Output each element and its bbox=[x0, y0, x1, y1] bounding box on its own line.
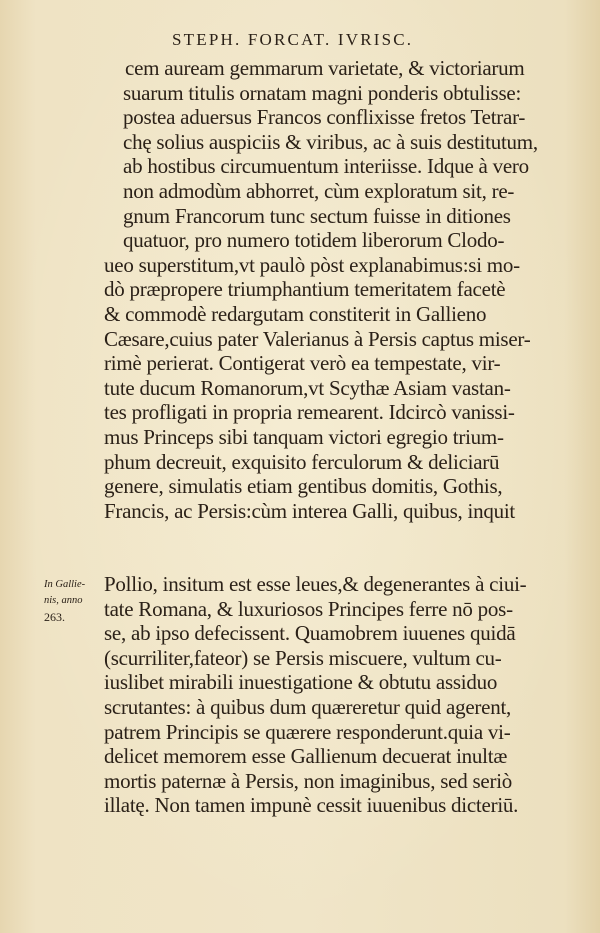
text-line: iuslibet mirabili inuestigatione & obtutu assiduo bbox=[104, 670, 498, 695]
text-line: delicet memorem esse Gallienum decuerat inultæ bbox=[104, 744, 508, 769]
text-line: Pollio, insitum est esse leues,& degenerantes à ciui- bbox=[104, 572, 527, 596]
text-line: Francis, ac Persis:cùm interea Galli, quibus, inquit bbox=[104, 498, 515, 523]
margin-note-year: 263. bbox=[44, 610, 65, 624]
margin-note-line: In Gallie- bbox=[44, 579, 86, 590]
text-line: tute ducum Romanorum,vt Scythæ Asiam vastan- bbox=[104, 375, 511, 400]
text-line: se, ab ipso defecissent. Quamobrem iuuenes quidā bbox=[104, 621, 516, 646]
running-head: STEPH. FORCAT. IVRISC. bbox=[172, 30, 414, 49]
text-line: cem auream gemmarum varietate, & victoriarum bbox=[125, 56, 525, 80]
text-line: tate Romana, & luxuriosos Principes ferre nō pos- bbox=[104, 596, 513, 621]
text-line: phum decreuit, exquisito ferculorum & deliciarū bbox=[104, 449, 500, 474]
text-line: mortis paternæ à Persis, non imaginibus, sed seriò bbox=[104, 768, 513, 793]
text-line: postea aduersus Francos conflixisse fretos Tetrar- bbox=[123, 105, 526, 130]
text-line: scrutantes: à quibus dum quæreretur quid agerent, bbox=[104, 695, 512, 719]
margin-note bbox=[44, 577, 106, 625]
text-line: suarum titulis ornatam magni ponderis obtulisse: bbox=[123, 80, 522, 105]
text-line: Cæsare,cuius pater Valerianus à Persis captus miser- bbox=[104, 326, 531, 351]
text-line: ab hostibus circumuentum interiisse. Idque à vero bbox=[123, 154, 529, 179]
text-line: mus Princeps sibi tanquam victori egregio trium- bbox=[104, 425, 504, 449]
text-line: illatę. Non tamen impunè cessit iuuenibus dicteriū. bbox=[104, 793, 519, 818]
text-line: chę solius auspiciis & viribus, ac à suis destitutum, bbox=[123, 129, 538, 154]
text-line: gnum Francorum tunc sectum fuisse in ditiones bbox=[123, 203, 511, 228]
text-line: non admodùm abhorret, cùm exploratum sit, re- bbox=[123, 179, 515, 203]
text-line: dò præpropere triumphantium temeritatem facetè bbox=[104, 277, 506, 302]
text-line: quatuor, pro numero totidem liberorum Clodo- bbox=[123, 228, 505, 253]
text-line: genere, simulatis etiam gentibus domitis, Gothis, bbox=[104, 474, 503, 499]
margin-note-line: nis, anno bbox=[44, 595, 83, 606]
text-line: patrem Principis se quærere responderunt.quia vi- bbox=[104, 719, 511, 744]
text-line: ueo superstitum,vt paulò pòst explanabimus:si mo- bbox=[104, 252, 520, 277]
text-line: (scurriliter,fateor) se Persis miscuere, vultum cu- bbox=[104, 645, 502, 670]
text-line: rimè perierat. Contigerat verò ea tempestate, vir- bbox=[104, 351, 501, 376]
text-line: & commodè redargutam constiterit in Gallieno bbox=[104, 302, 487, 326]
text-line: tes profligati in propria remearent. Idcircò vanissi- bbox=[104, 400, 515, 425]
